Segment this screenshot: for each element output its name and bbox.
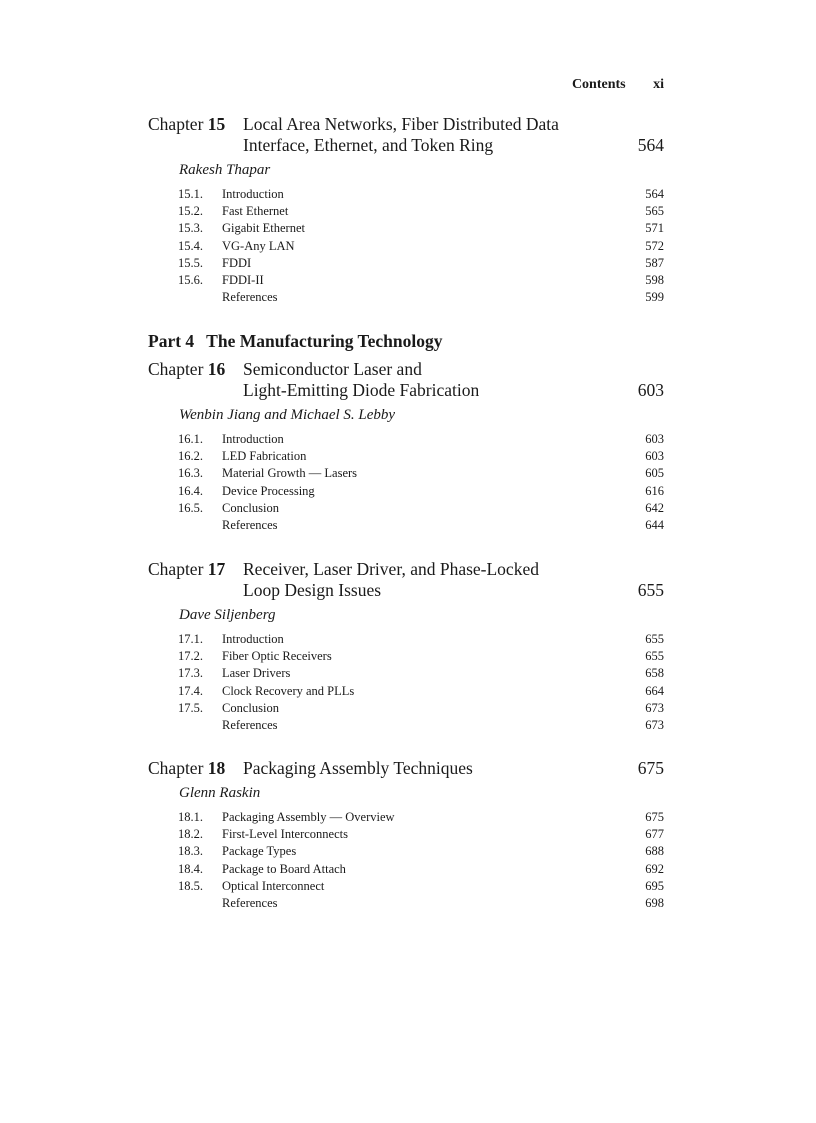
- chapter-16-entry: [148, 359, 664, 534]
- section-title: Introduction: [222, 432, 284, 446]
- section-page-number: 571: [645, 221, 664, 236]
- toc-section-row: [178, 431, 664, 448]
- section-page-number: 695: [645, 878, 664, 893]
- section-page-number: 655: [645, 632, 664, 646]
- section-title: References: [222, 718, 278, 733]
- chapter-label: Chapter 17: [148, 559, 226, 579]
- chapter-author: Wenbin Jiang and Michael S. Lebby: [179, 407, 396, 423]
- section-title: Laser Drivers: [222, 666, 291, 681]
- section-title: Device Processing: [222, 483, 315, 498]
- section-number: 18.2.: [178, 827, 203, 842]
- section-page-number: 644: [645, 518, 664, 533]
- toc-section-row: [178, 878, 664, 895]
- section-title: First-Level Interconnects: [222, 827, 348, 842]
- section-page-number: 616: [645, 483, 664, 498]
- section-page-number: 598: [645, 273, 664, 288]
- part-label: Part 4: [148, 331, 195, 351]
- chapter-title-continued: Interface, Ethernet, and Token Ring: [243, 135, 494, 155]
- toc-section-row: [178, 700, 664, 717]
- chapter-heading-line1: [148, 359, 664, 380]
- section-list: [178, 186, 664, 306]
- section-list: [178, 431, 664, 534]
- section-title: References: [222, 518, 278, 533]
- section-page-number: 642: [645, 500, 664, 515]
- section-number: 18.3.: [178, 844, 203, 859]
- chapter-title-continued: Loop Design Issues: [243, 580, 382, 600]
- chapter-18-entry: [148, 758, 664, 912]
- chapter-page-number: 603: [637, 380, 664, 400]
- toc-section-row: [178, 517, 664, 534]
- chapter-page-number: 675: [637, 758, 664, 778]
- toc-section-row: [178, 465, 664, 482]
- page-folio: xi: [653, 77, 664, 92]
- toc-section-row: [178, 289, 664, 306]
- section-list: [178, 631, 664, 734]
- section-title: FDDI: [222, 255, 252, 270]
- part-heading: [148, 331, 442, 352]
- chapter-author: Dave Siljenberg: [179, 607, 276, 623]
- section-page-number: 605: [645, 466, 664, 481]
- chapter-author: Rakesh Thapar: [179, 162, 271, 178]
- section-page-number: 565: [645, 204, 664, 219]
- toc-section-row: [178, 448, 664, 465]
- section-number: 15.6.: [178, 273, 203, 288]
- chapter-heading-line2: [148, 135, 664, 156]
- running-head: [520, 77, 664, 93]
- running-head-title: Contents: [571, 77, 626, 92]
- section-title: Optical Interconnect: [222, 878, 325, 893]
- section-page-number: 587: [645, 255, 664, 270]
- chapter-page-number: 564: [637, 135, 664, 155]
- section-page-number: 677: [645, 827, 664, 842]
- section-title: Package Types: [222, 844, 297, 859]
- toc-section-row: [178, 895, 664, 912]
- section-title: Introduction: [222, 187, 284, 201]
- section-page-number: 688: [645, 844, 664, 859]
- toc-section-row: [178, 238, 664, 255]
- toc-section-row: [178, 843, 664, 860]
- chapter-heading-line2: [148, 380, 664, 401]
- section-number: 16.5.: [178, 500, 203, 515]
- section-number: 16.2.: [178, 449, 203, 464]
- section-number: 17.2.: [178, 649, 203, 664]
- section-number: 16.1.: [178, 432, 203, 446]
- chapter-title: Local Area Networks, Fiber Distributed Data: [243, 114, 559, 134]
- chapter-label: Chapter 15: [148, 114, 226, 134]
- chapter-heading-line1: [148, 758, 664, 779]
- toc-section-row: [178, 203, 664, 220]
- section-number: 15.5.: [178, 255, 203, 270]
- toc-section-row: [178, 826, 664, 843]
- chapter-title: Packaging Assembly Techniques: [243, 758, 473, 778]
- section-page-number: 673: [645, 700, 664, 715]
- toc-section-row: [178, 186, 664, 203]
- section-number: 16.3.: [178, 466, 203, 481]
- chapter-heading-line1: [148, 114, 664, 135]
- toc-section-row: [178, 631, 664, 648]
- toc-section-row: [178, 717, 664, 734]
- section-title: VG-Any LAN: [222, 238, 295, 253]
- section-number: 15.4.: [178, 238, 203, 253]
- toc-section-row: [178, 648, 664, 665]
- section-number: 15.3.: [178, 221, 203, 236]
- section-page-number: 603: [645, 449, 664, 464]
- toc-section-row: [178, 255, 664, 272]
- toc-section-row: [178, 272, 664, 289]
- section-number: 16.4.: [178, 483, 203, 498]
- section-page-number: 658: [645, 666, 664, 681]
- section-page-number: 603: [645, 432, 664, 446]
- section-title: Packaging Assembly — Overview: [222, 810, 395, 824]
- toc-section-row: [178, 483, 664, 500]
- section-page-number: 673: [645, 718, 664, 733]
- section-title: Fiber Optic Receivers: [222, 649, 332, 664]
- section-title: Conclusion: [222, 500, 279, 515]
- section-number: 18.4.: [178, 861, 203, 876]
- toc-section-row: [178, 665, 664, 682]
- toc-section-row: [178, 809, 664, 826]
- section-title: References: [222, 290, 278, 305]
- section-title: FDDI-II: [222, 273, 264, 288]
- section-page-number: 655: [645, 649, 664, 664]
- section-number: 17.4.: [178, 683, 203, 698]
- section-number: 17.5.: [178, 700, 203, 715]
- section-title: Conclusion: [222, 700, 279, 715]
- chapter-17-entry: [148, 559, 664, 734]
- part-title: The Manufacturing Technology: [206, 331, 443, 351]
- chapter-label: Chapter 16: [148, 359, 226, 379]
- toc-section-row: [178, 500, 664, 517]
- section-number: 15.2.: [178, 204, 203, 219]
- section-page-number: 564: [645, 187, 664, 201]
- section-page-number: 675: [645, 810, 664, 824]
- section-number: 17.1.: [178, 632, 203, 646]
- section-number: 18.5.: [178, 878, 203, 893]
- chapter-title-continued: Light-Emitting Diode Fabrication: [243, 380, 480, 400]
- section-title: References: [222, 896, 278, 911]
- section-page-number: 599: [645, 290, 664, 305]
- chapter-heading-line1: [148, 559, 664, 580]
- section-number: 15.1.: [178, 187, 203, 201]
- section-title: Material Growth — Lasers: [222, 466, 358, 481]
- section-title: Gigabit Ethernet: [222, 221, 305, 236]
- section-page-number: 698: [645, 896, 664, 911]
- section-page-number: 664: [645, 683, 664, 698]
- chapter-title: Receiver, Laser Driver, and Phase-Locked: [243, 559, 539, 579]
- toc-section-row: [178, 683, 664, 700]
- section-title: Package to Board Attach: [222, 861, 346, 876]
- section-page-number: 572: [645, 238, 664, 253]
- chapter-heading-line2: [148, 580, 664, 601]
- section-number: 17.3.: [178, 666, 203, 681]
- toc-section-row: [178, 220, 664, 237]
- section-title: LED Fabrication: [222, 449, 307, 464]
- chapter-title: Semiconductor Laser and: [243, 359, 422, 379]
- section-number: 18.1.: [178, 810, 203, 824]
- section-title: Clock Recovery and PLLs: [222, 683, 355, 698]
- section-list: [178, 809, 664, 912]
- chapter-page-number: 655: [637, 580, 664, 600]
- chapter-15-entry: [148, 114, 664, 306]
- section-page-number: 692: [645, 861, 664, 876]
- toc-section-row: [178, 861, 664, 878]
- chapter-author: Glenn Raskin: [179, 785, 261, 801]
- chapter-label: Chapter 18: [148, 758, 226, 778]
- section-title: Fast Ethernet: [222, 204, 289, 219]
- section-title: Introduction: [222, 632, 284, 646]
